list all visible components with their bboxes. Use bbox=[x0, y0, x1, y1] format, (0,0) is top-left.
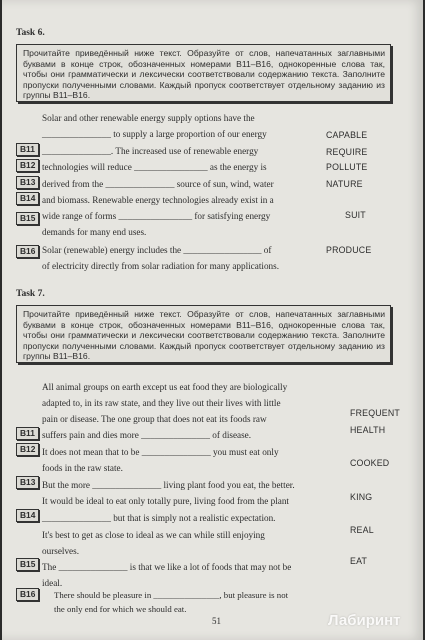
task7-text-line: But the more _______________ living plant food you eat, the better. bbox=[42, 480, 295, 490]
task7-text-line: There should be pleasure in _______________, but pleasure is not bbox=[54, 590, 289, 600]
task6-text-line: demands for many end uses. bbox=[42, 227, 147, 237]
task7-text-line: pain or disease. The one group that does not eat its foods raw bbox=[42, 414, 267, 424]
task7-title: Task 7. bbox=[16, 289, 45, 299]
task7-word-cooked: COOKED bbox=[350, 458, 390, 468]
task6-tag-b15: B15 bbox=[16, 212, 39, 225]
task7-text-line: It does not mean that to be _______________ you must eat only bbox=[42, 447, 279, 457]
task6-text-line: _______________ to supply a large proportion of our energy bbox=[42, 129, 267, 139]
task7-word-king: KING bbox=[350, 492, 373, 502]
task7-text-line: _______________ but that is simply not a realistic expectation. bbox=[42, 513, 276, 523]
task6-tag-b11: B11 bbox=[16, 143, 39, 156]
task6-word-pollute: POLLUTE bbox=[326, 162, 368, 172]
task7-text-line: ideal. bbox=[42, 578, 63, 588]
task6-tag-b13: B13 bbox=[16, 176, 39, 189]
task6-tag-b12: B12 bbox=[16, 159, 39, 172]
task7-text-line: The _______________ is that we like a lot of foods that may not be bbox=[42, 562, 292, 572]
task6-word-produce: PRODUCE bbox=[326, 245, 372, 255]
task6-text-line: Solar and other renewable energy supply options have the bbox=[42, 113, 255, 123]
task6-tag-b16: B16 bbox=[16, 245, 39, 258]
task6-text-line: of electricity directly from solar radiation for many applications. bbox=[42, 261, 280, 271]
task6-title: Task 6. bbox=[16, 28, 45, 38]
task7-word-health: HEALTH bbox=[350, 425, 386, 435]
task7-text-line: It's best to get as close to ideal as we can while still enjoying bbox=[42, 530, 265, 540]
task6-text-line: technologies will reduce ________________ as the energy is bbox=[42, 162, 267, 172]
task7-tag-b13: B13 bbox=[16, 476, 39, 489]
task7-tag-b16: B16 bbox=[16, 588, 39, 601]
book-page bbox=[2, 0, 423, 640]
task7-word-frequent: FREQUENT bbox=[350, 408, 400, 418]
task6-word-suit: SUIT bbox=[345, 210, 366, 220]
task7-text-line: foods in the raw state. bbox=[42, 463, 123, 473]
task7-word-real: REAL bbox=[350, 525, 374, 535]
task6-word-nature: NATURE bbox=[326, 179, 363, 189]
task7-tag-b14: B14 bbox=[16, 509, 39, 522]
page-number: 51 bbox=[212, 616, 221, 626]
task6-tag-b14: B14 bbox=[16, 192, 39, 205]
task6-text-line: and biomass. Renewable energy technologies already exist in a bbox=[42, 195, 274, 205]
task6-word-require: REQUIRE bbox=[326, 147, 368, 157]
task7-text-line: adapted to, in its raw state, and they live out their lives with little bbox=[42, 398, 281, 408]
task6-text-line: Solar (renewable) energy includes the _________________ of bbox=[42, 245, 272, 255]
task7-instructions-box: Прочитайте приведённый ниже текст. Образуйте от слов, напечатанных заглавными буквами в конце строк, обозначенных номерами B11–B16, однокоренные слова так, чтобы они грамматически и лексически соответствовали содержанию текста. Заполните пропуски полученными словами. Каждый пропуск соответствует отдельному заданию из группы B11–B16. bbox=[16, 305, 391, 363]
task7-tag-b15: B15 bbox=[16, 558, 39, 571]
task7-text-line: All animal groups on earth except us eat food they are biologically bbox=[42, 382, 288, 392]
watermark-logo: Лабиринт bbox=[328, 612, 401, 629]
task6-text-line: _______________. The increased use of renewable energy bbox=[42, 146, 259, 156]
task7-word-eat: EAT bbox=[350, 556, 368, 566]
task6-word-capable: CAPABLE bbox=[326, 130, 368, 140]
task7-text-line: suffers pain and dies more _______________ of disease. bbox=[42, 430, 252, 440]
task6-text-line: derived from the _______________ source of sun, wind, water bbox=[42, 179, 274, 189]
task7-tag-b11: B11 bbox=[16, 427, 39, 440]
task6-instructions-box: Прочитайте приведённый ниже текст. Образуйте от слов, напечатанных заглавными буквами в конце строк, обозначенных номерами B11–B16, однокоренные слова так, чтобы они грамматически и лексически соответствовали содержанию текста. Заполните пропуски полученными словами. Каждый пропуск соответствует отдельному заданию из группы B11–B16. bbox=[16, 44, 391, 102]
task7-tag-b12: B12 bbox=[16, 443, 39, 456]
task7-text-line: It would be ideal to eat only totally pure, living food from the plant bbox=[42, 496, 289, 506]
task6-text-line: wide range of forms ________________ for satisfying energy bbox=[42, 211, 271, 221]
task7-text-line: the only end for which we should eat. bbox=[54, 604, 187, 614]
task7-text-line: ourselves. bbox=[42, 546, 79, 556]
